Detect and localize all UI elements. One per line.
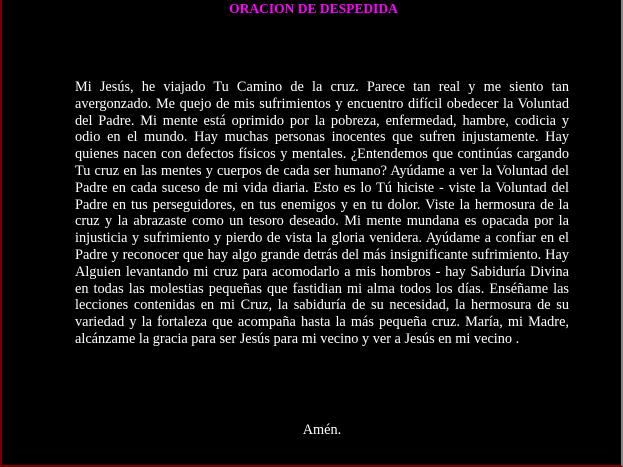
prayer-text: Mi Jesús, he viajado Tu Camino de la cruz. Parece tan real y me siento tan avergonzado. Me quejo de mis sufrimientos y encuentro difícil obedecer la Voluntad del Padre. Mi mente está oprimido por la pobreza, enfermedad, hambre, codicia y odio en el mundo. Hay muchas personas inocentes que sufren injustamente. Hay quienes nacen con defectos físicos y mentales. ¿Entendemos que continúas cargando Tu cruz en las mentes y cuerpos de cada ser humano? Ayúdame a ver la Voluntad del Padre en cada suceso de mi vida diaria. Esto es lo Tú hiciste - viste la Voluntad del Padre en tus perseguidores, en tus enemigos y en tu dolor. Viste la hermosura de la cruz y la abrazaste como un tesoro deseado. Mi mente mundana es opacada por la injusticia y sufrimiento y pierdo de vista la gloria venidera. Ayúdame a confiar en el Padre y reconocer que hay algo grande detrás del más insignificante sufrimiento. Hay Alguien levantando mi cruz para acomodarlo a mis hombros - hay Sabiduría Divina en todas las molestias pequeñas que fastidian mi alma todos los días. Enséñame las lecciones contenidas en mi Cruz, la sabiduría de su necesidad, la hermosura de su variedad y la fortaleza que acompaña hasta la más pequeña cruz. María, mi Madre, alcánzame la gracia para ser Jesús para mi vecino y ver a Jesús en mi vecino . <box>75 79 569 347</box>
closing-text: Amén. <box>302 422 342 438</box>
page-title: ORACION DE DESPEDIDA <box>229 1 398 16</box>
